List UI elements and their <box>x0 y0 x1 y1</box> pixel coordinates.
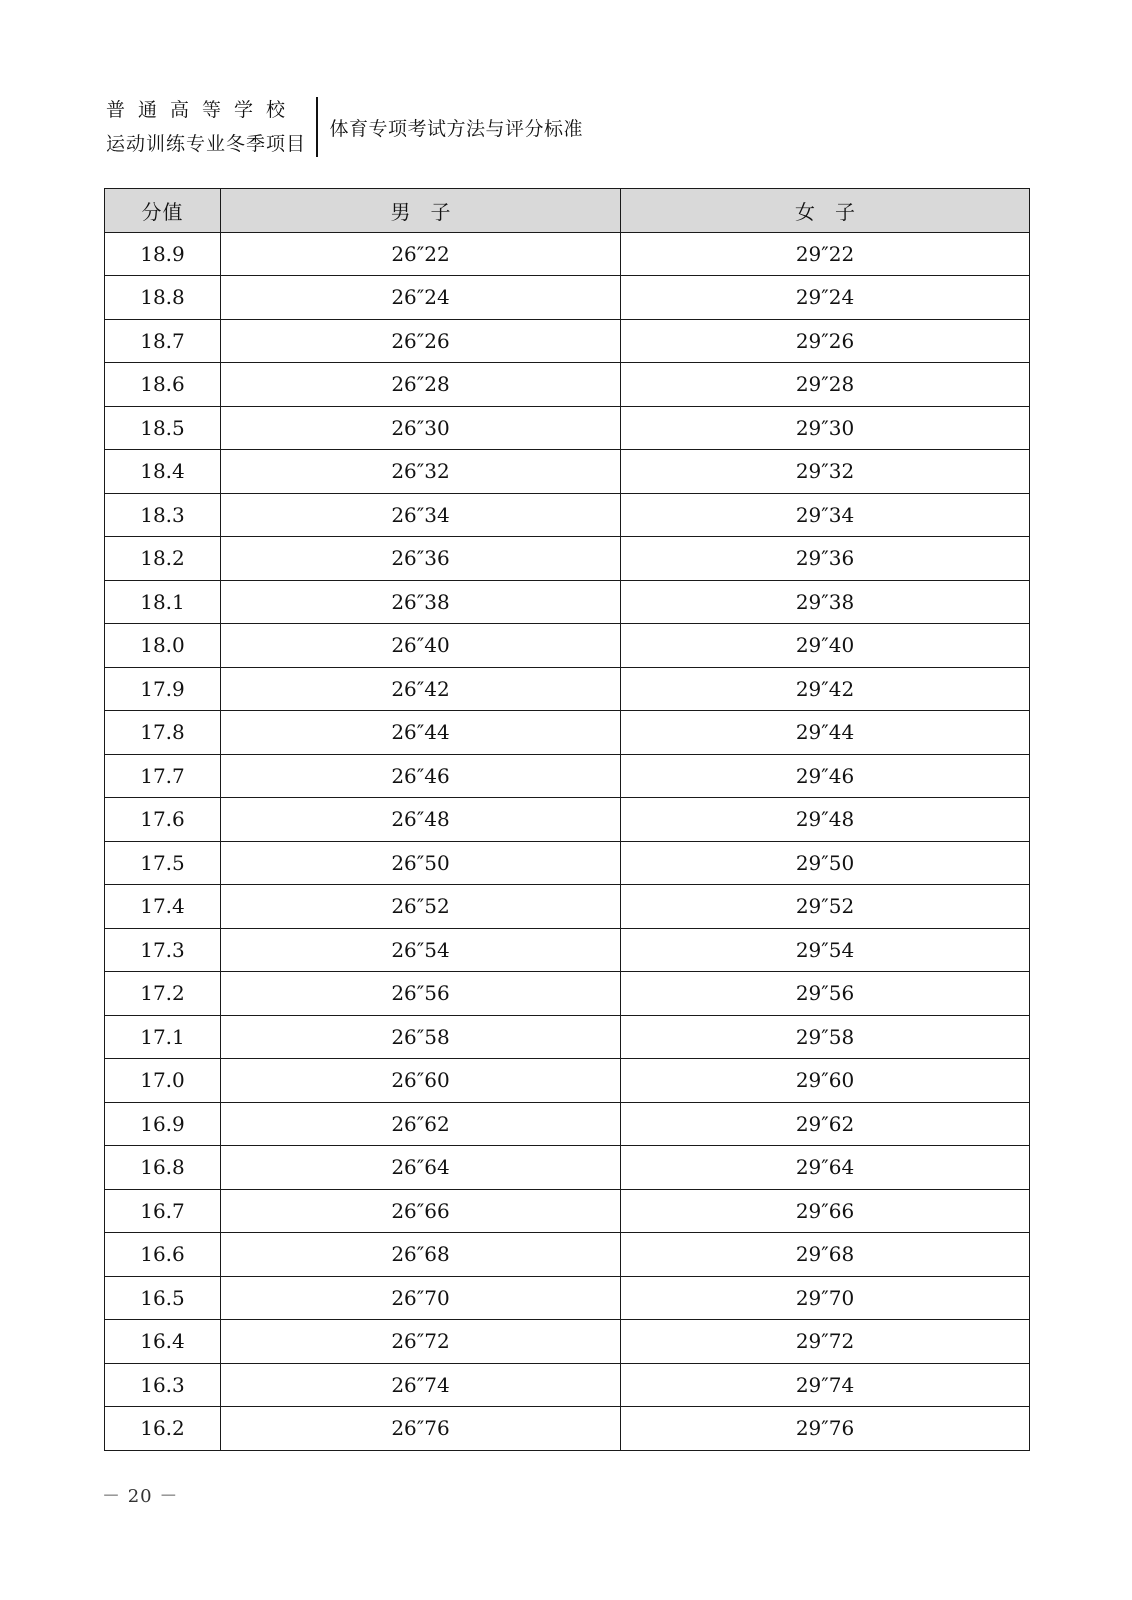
table-row <box>105 972 1030 1016</box>
female-time-cell: 29″50 <box>621 841 1030 885</box>
score-cell: 17.2 <box>105 972 221 1016</box>
score-cell: 16.8 <box>105 1146 221 1190</box>
table-row <box>105 537 1030 581</box>
male-time-cell: 26″34 <box>221 493 621 537</box>
score-cell: 16.5 <box>105 1276 221 1320</box>
table-row <box>105 276 1030 320</box>
score-cell: 18.2 <box>105 537 221 581</box>
male-time-cell: 26″28 <box>221 363 621 407</box>
header-score: 分值 <box>105 189 221 233</box>
male-time-cell: 26″40 <box>221 624 621 668</box>
female-time-cell: 29″22 <box>621 232 1030 276</box>
male-time-cell: 26″48 <box>221 798 621 842</box>
table-row <box>105 406 1030 450</box>
table-row <box>105 624 1030 668</box>
page-number: － 20 － <box>102 1486 179 1507</box>
female-time-cell: 29″74 <box>621 1363 1030 1407</box>
score-table <box>104 188 1030 1451</box>
female-time-cell: 29″46 <box>621 754 1030 798</box>
female-time-cell: 29″24 <box>621 276 1030 320</box>
score-cell: 17.6 <box>105 798 221 842</box>
header-line-1: 普通高等学校 <box>106 99 299 121</box>
score-cell: 16.4 <box>105 1320 221 1364</box>
male-time-cell: 26″76 <box>221 1407 621 1451</box>
header-title <box>318 97 584 157</box>
score-cell: 16.6 <box>105 1233 221 1277</box>
female-time-cell: 29″70 <box>621 1276 1030 1320</box>
table-row <box>105 450 1030 494</box>
male-time-cell: 26″50 <box>221 841 621 885</box>
table-row <box>105 667 1030 711</box>
female-time-cell: 29″38 <box>621 580 1030 624</box>
score-cell: 18.0 <box>105 624 221 668</box>
score-cell: 17.5 <box>105 841 221 885</box>
female-time-cell: 29″76 <box>621 1407 1030 1451</box>
male-time-cell: 26″24 <box>221 276 621 320</box>
score-cell: 18.8 <box>105 276 221 320</box>
female-time-cell: 29″52 <box>621 885 1030 929</box>
score-cell: 16.7 <box>105 1189 221 1233</box>
table-row <box>105 1233 1030 1277</box>
score-cell: 18.7 <box>105 319 221 363</box>
female-time-cell: 29″34 <box>621 493 1030 537</box>
male-time-cell: 26″54 <box>221 928 621 972</box>
table-row <box>105 580 1030 624</box>
female-time-cell: 29″72 <box>621 1320 1030 1364</box>
score-cell: 17.3 <box>105 928 221 972</box>
score-cell: 16.9 <box>105 1102 221 1146</box>
table-row <box>105 798 1030 842</box>
score-cell: 17.1 <box>105 1015 221 1059</box>
male-time-cell: 26″62 <box>221 1102 621 1146</box>
table-row <box>105 885 1030 929</box>
score-cell: 18.4 <box>105 450 221 494</box>
score-cell: 18.6 <box>105 363 221 407</box>
female-time-cell: 29″54 <box>621 928 1030 972</box>
table-row <box>105 1059 1030 1103</box>
male-time-cell: 26″58 <box>221 1015 621 1059</box>
female-time-cell: 29″48 <box>621 798 1030 842</box>
score-cell: 18.9 <box>105 232 221 276</box>
table-row <box>105 928 1030 972</box>
female-time-cell: 29″60 <box>621 1059 1030 1103</box>
score-cell: 17.8 <box>105 711 221 755</box>
table-row <box>105 493 1030 537</box>
table-row <box>105 232 1030 276</box>
female-time-cell: 29″28 <box>621 363 1030 407</box>
male-time-cell: 26″60 <box>221 1059 621 1103</box>
male-time-cell: 26″68 <box>221 1233 621 1277</box>
male-time-cell: 26″26 <box>221 319 621 363</box>
score-cell: 16.3 <box>105 1363 221 1407</box>
table-row <box>105 1276 1030 1320</box>
female-time-cell: 29″32 <box>621 450 1030 494</box>
score-cell: 17.7 <box>105 754 221 798</box>
female-time-cell: 29″62 <box>621 1102 1030 1146</box>
table-row <box>105 1015 1030 1059</box>
male-time-cell: 26″56 <box>221 972 621 1016</box>
male-time-cell: 26″74 <box>221 1363 621 1407</box>
table-row <box>105 1407 1030 1451</box>
male-time-cell: 26″44 <box>221 711 621 755</box>
male-time-cell: 26″46 <box>221 754 621 798</box>
male-time-cell: 26″32 <box>221 450 621 494</box>
header-female: 女 子 <box>621 189 1030 233</box>
male-time-cell: 26″22 <box>221 232 621 276</box>
male-time-cell: 26″38 <box>221 580 621 624</box>
male-time-cell: 26″42 <box>221 667 621 711</box>
male-time-cell: 26″52 <box>221 885 621 929</box>
female-time-cell: 29″26 <box>621 319 1030 363</box>
running-header <box>106 97 583 157</box>
score-cell: 17.4 <box>105 885 221 929</box>
male-time-cell: 26″36 <box>221 537 621 581</box>
header-line-2: 运动训练专业冬季项目 <box>106 133 307 155</box>
male-time-cell: 26″66 <box>221 1189 621 1233</box>
table-row <box>105 841 1030 885</box>
header-title-text: 体育专项考试方法与评分标准 <box>329 118 584 140</box>
table-row <box>105 1146 1030 1190</box>
table-row <box>105 319 1030 363</box>
table-row <box>105 1102 1030 1146</box>
female-time-cell: 29″66 <box>621 1189 1030 1233</box>
score-cell: 17.9 <box>105 667 221 711</box>
female-time-cell: 29″58 <box>621 1015 1030 1059</box>
score-cell: 16.2 <box>105 1407 221 1451</box>
table-row <box>105 1320 1030 1364</box>
male-time-cell: 26″64 <box>221 1146 621 1190</box>
male-time-cell: 26″30 <box>221 406 621 450</box>
table-row <box>105 711 1030 755</box>
female-time-cell: 29″36 <box>621 537 1030 581</box>
female-time-cell: 29″44 <box>621 711 1030 755</box>
table-row <box>105 1363 1030 1407</box>
female-time-cell: 29″42 <box>621 667 1030 711</box>
female-time-cell: 29″40 <box>621 624 1030 668</box>
table-row <box>105 754 1030 798</box>
female-time-cell: 29″68 <box>621 1233 1030 1277</box>
score-cell: 18.3 <box>105 493 221 537</box>
table-header-row <box>105 189 1030 233</box>
male-time-cell: 26″72 <box>221 1320 621 1364</box>
score-cell: 17.0 <box>105 1059 221 1103</box>
header-male: 男 子 <box>221 189 621 233</box>
table-row <box>105 363 1030 407</box>
male-time-cell: 26″70 <box>221 1276 621 1320</box>
header-institution <box>106 97 316 157</box>
female-time-cell: 29″30 <box>621 406 1030 450</box>
score-cell: 18.5 <box>105 406 221 450</box>
table-row <box>105 1189 1030 1233</box>
score-cell: 18.1 <box>105 580 221 624</box>
female-time-cell: 29″56 <box>621 972 1030 1016</box>
female-time-cell: 29″64 <box>621 1146 1030 1190</box>
table-body <box>105 232 1030 1450</box>
